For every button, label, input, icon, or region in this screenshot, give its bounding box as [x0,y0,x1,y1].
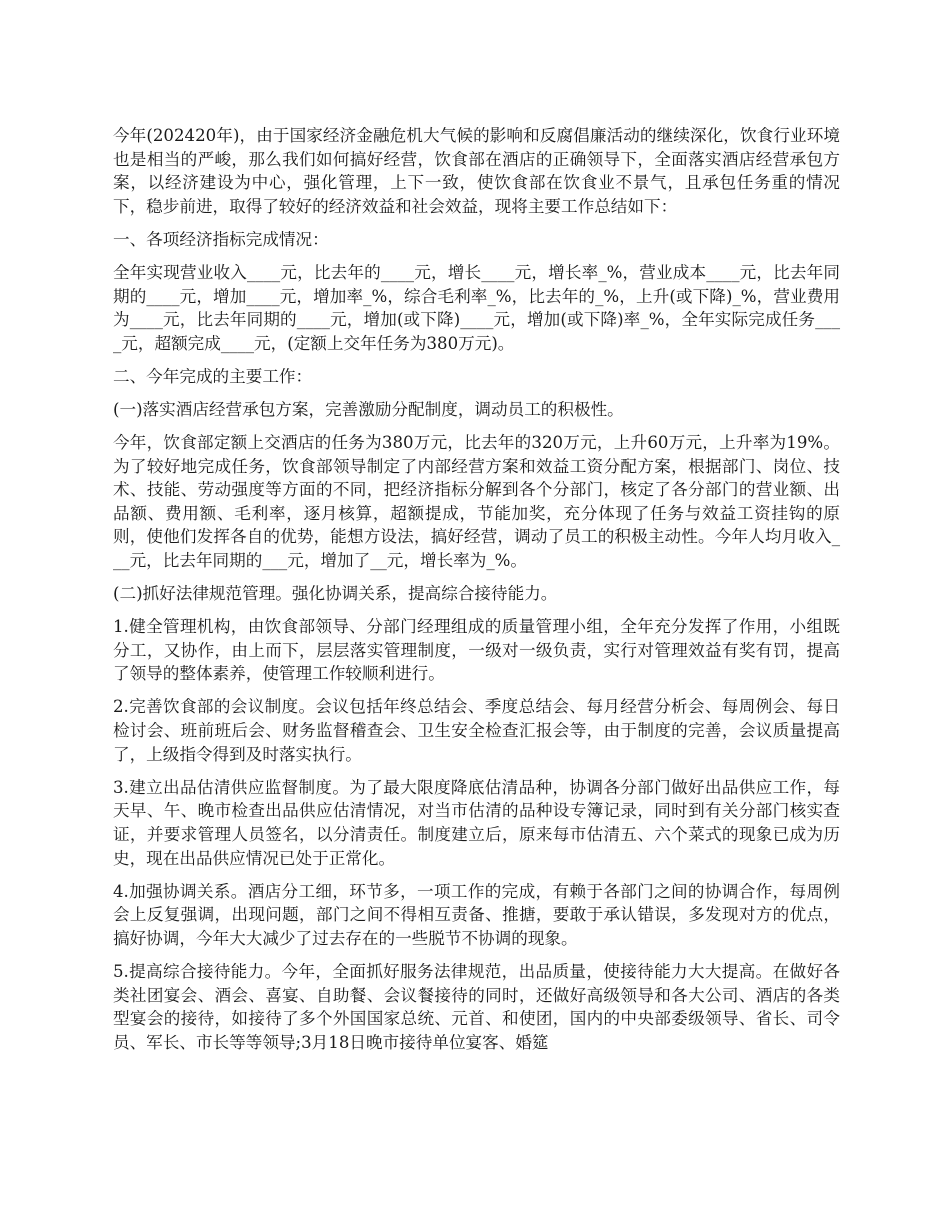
item-1-paragraph: 1.健全管理机构，由饮食部领导、分部门经理组成的质量管理小组，全年充分发挥了作用，小组既分工，又协作，由上而下，层层落实管理制度，一级对一级负责，实行对管理效益有奖有罚，提高了领导的整体素养，使管理工作较顺利进行。 [113,617,840,684]
item-5-paragraph: 5.提高综合接待能力。今年，全面抓好服务法律规范，出品质量，使接待能力大大提高。在做好各类社团宴会、酒会、喜宴、自助餐、会议餐接待的同时，还做好高级领导和各大公司、酒店的各类型宴会的接待，如接待了多个外国国家总统、元首、和使团，国内的中央部委级领导、省长、司令员、军长、市长等等领导;3月18日晚市接待单位宴客、婚筵 [113,961,840,1052]
item-4-paragraph: 4.加强协调关系。酒店分工细，环节多，一项工作的完成，有赖于各部门之间的协调合作，每周例会上反复强调，出现问题，部门之间不得相互责备、推搪，要敢于承认错误，多发现对方的优点，搞好协调，今年大大减少了过去存在的一些脱节不协调的现象。 [113,881,840,948]
subsection-2-heading: (二)抓好法律规范管理。强化协调关系，提高综合接待能力。 [113,584,558,604]
subsection-1-heading: (一)落实酒店经营承包方案，完善激励分配制度，调动员工的积极性。 [113,399,624,419]
section-1-heading: 一、各项经济指标完成情况： [113,229,329,249]
section-2-heading: 二、今年完成的主要工作： [113,366,313,386]
document-page [113,124,840,1064]
intro-paragraph: 今年(202420年)，由于国家经济金融危机大气候的影响和反腐倡廉活动的继续深化，饮食行业环境也是相当的严峻，那么我们如何搞好经营，饮食部在酒店的正确领导下，全面落实酒店经营承包方案，以经济建设为中心，强化管理，上下一致，使饮食部在饮食业不景气，且承包任务重的情况下，稳步前进，取得了较好的经济效益和社会效益，现将主要工作总结如下： [113,126,840,216]
subsection-1-body: 今年，饮食部定额上交酒店的任务为380万元，比去年的320万元，上升60万元，上升率为19%。为了较好地完成任务，饮食部领导制定了内部经营方案和效益工资分配方案，根据部门、岗位、技术、技能、劳动强度等方面的不同，把经济指标分解到各个分部门，核定了各分部门的营业额、出品额、费用额、毛利率，逐月核算，超额提成，节能加奖，充分体现了任务与效益工资挂钩的原则，使他们发挥各自的优势，能想方设法，搞好经营，调动了员工的积极主动性。今年人均月收入___元，比去年同期的___元，增加了__元，增长率为_%。 [113,433,840,570]
section-1-body: 全年实现营业收入____元，比去年的____元，增长____元，增长率_%，营业成本____元，比去年同期的____元，增加____元，增加率_%，综合毛利率_%，比去年的_%，上升(或下降)_%，营业费用为____元，比去年同期的____元，增加(或下降)____元，增加(或下降)率_%，全年实际完成任务____元，超额完成____元，(定额上交年任务为380万元)。 [113,262,840,353]
item-2-paragraph: 2.完善饮食部的会议制度。会议包括年终总结会、季度总结会、每月经营分析会、每周例会、每日检讨会、班前班后会、财务监督稽查会、卫生安全检查汇报会等，由于制度的完善，会议质量提高了，上级指令得到及时落实执行。 [113,697,840,764]
item-3-paragraph: 3.建立出品估清供应监督制度。为了最大限度降底估清品种，协调各分部门做好出品供应工作，每天早、午、晚市检查出品供应估清情况，对当市估清的品种设专簿记录，同时到有关分部门核实查证，并要求管理人员签名，以分清责任。制度建立后，原来每市估清五、六个菜式的现象已成为历史，现在出品供应情况已处于正常化。 [113,777,840,868]
